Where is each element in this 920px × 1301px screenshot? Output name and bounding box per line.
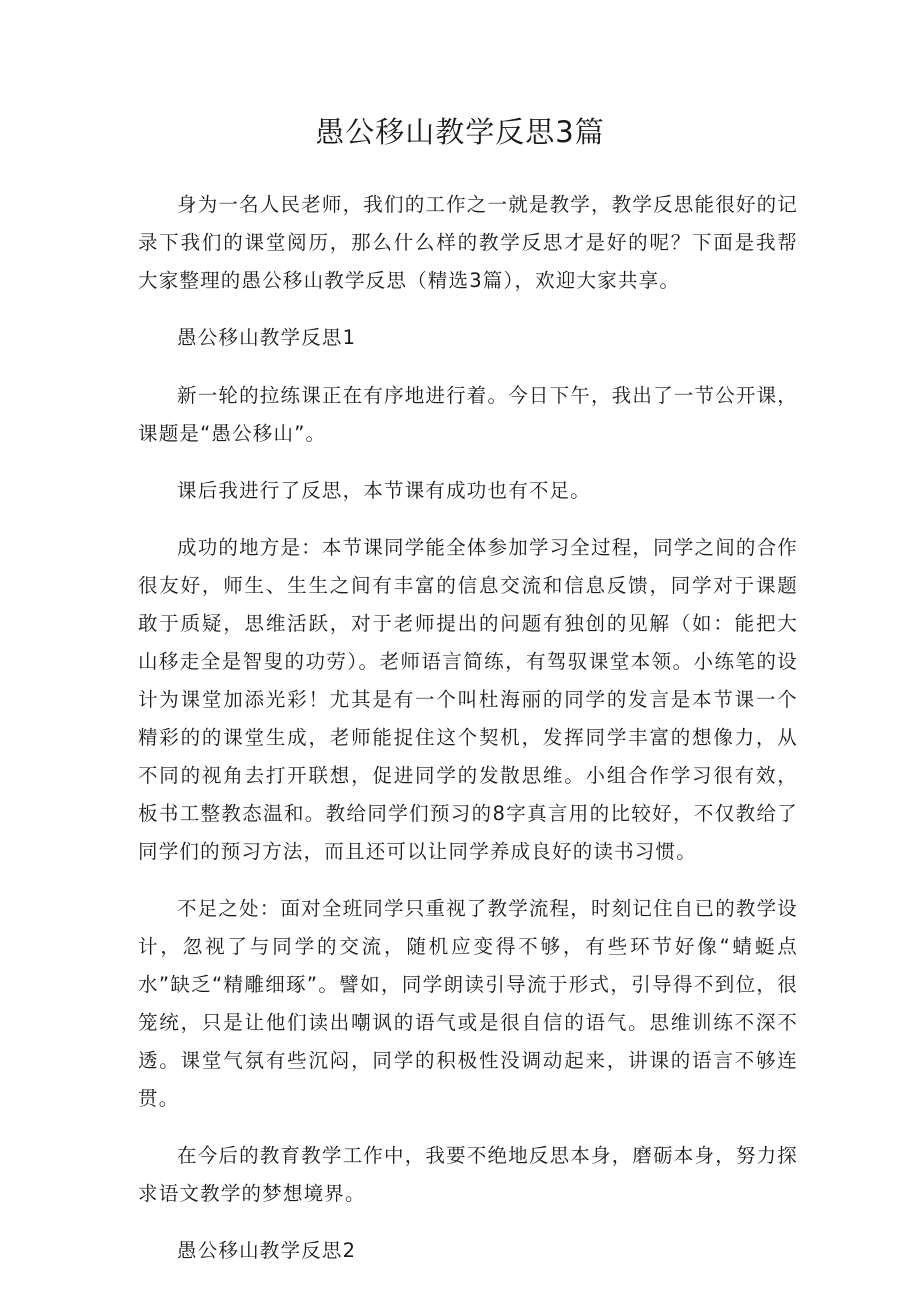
section-heading-2: 愚公移山教学反思2 — [177, 1239, 357, 1262]
body-paragraph: 成功的地方是：本节课同学能全体参加学习全过程，同学之间的合作很友好，师生、生生之间有丰富的信息交流和信息反馈，同学对于课题敢于质疑，思维活跃，对于老师提出的问题有独创的见解（如：能把大山移走全是智叟的功劳）。老师语言简练，有驾驭课堂本领。小练笔的设计为课堂加添光彩！尤其是有一个叫杜海丽的同学的发言是本节课一个精彩的的课堂生成，老师能捉住这个契机，发挥同学丰富的想像力，从不同的视角去打开联想，促进同学的发散思维。小组合作学习很有效，板书工整教态温和。教给同学们预习的8字真言用的比较好，不仅教给了同学们的预习方法，而且还可以让同学养成良好的读书习惯。 — [138, 536, 799, 863]
body-paragraph: 不足之处：面对全班同学只重视了教学流程，时刻记住自已的教学设计，忽视了与同学的交流，随机应变得不够，有些环节好像“蜻蜓点水”缺乏“精雕细琢”。譬如，同学朗读引导流于形式，引导得不到位，很笼统，只是让他们读出嘲讽的语气或是很自信的语气。思维训练不深不透。课堂气氛有些沉闷，同学的积极性没调动起来，讲课的语言不够连贯。 — [138, 897, 799, 1110]
section-heading-1: 愚公移山教学反思1 — [177, 326, 357, 349]
body-paragraph: 在今后的教育教学工作中，我要不绝地反思本身，磨砺本身，努力探求语文教学的梦想境界。 — [138, 1144, 799, 1205]
intro-paragraph: 身为一名人民老师，我们的工作之一就是教学，教学反思能很好的记录下我们的课堂阅历，那么什么样的教学反思才是好的呢？下面是我帮大家整理的愚公移山教学反思（精选3篇），欢迎大家共享。 — [138, 193, 799, 292]
document-body — [138, 186, 798, 1290]
body-paragraph: 新一轮的拉练课正在有序地进行着。今日下午，我出了一节公开课，课题是“愚公移山”。 — [138, 384, 799, 445]
body-paragraph: 课后我进行了反思，本节课有成功也有不足。 — [177, 479, 592, 502]
document-title: 愚公移山教学反思3篇 — [315, 115, 605, 149]
